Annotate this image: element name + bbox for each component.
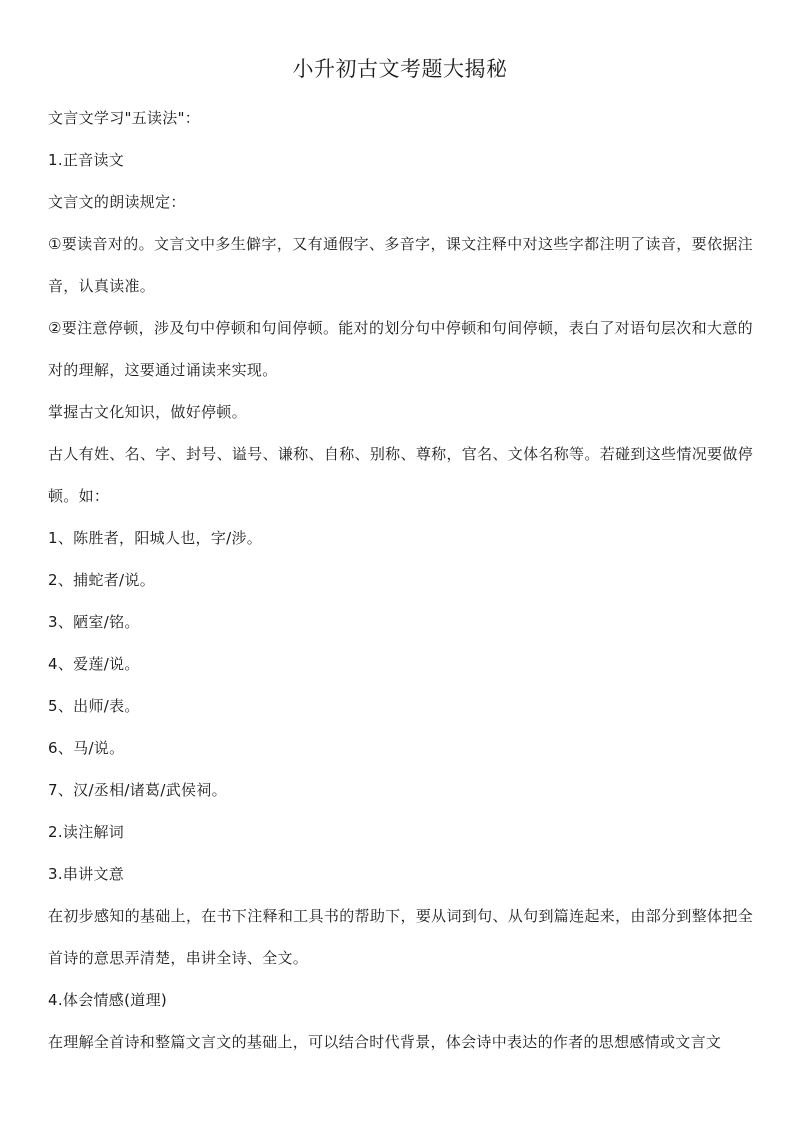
document-body <box>48 97 753 1063</box>
paragraph-reading-rules: 文言文的朗读规定： <box>48 193 186 211</box>
paragraph-culture-knowledge: 掌握古文化知识，做好停顿。 <box>48 403 247 421</box>
example-item: 6、马/说。 <box>48 739 125 757</box>
document-title: 小升初古文考题大揭秘 <box>292 57 508 81</box>
paragraph-explain-meaning: 在初步感知的基础上，在书下注释和工具书的帮助下，要从词到句、从句到篇连起来，由部分到整体把全首诗的意思弄清楚，串讲全诗、全文。 <box>48 907 753 967</box>
paragraph-names-pause: 古人有姓、名、字、封号、谥号、谦称、自称、别称、尊称，官名、文体名称等。若碰到这些情况要做停顿。如： <box>48 445 753 505</box>
heading-step-3: 3.串讲文意 <box>48 865 125 883</box>
heading-step-2: 2.读注解词 <box>48 823 125 841</box>
example-item: 7、汉/丞相/诸葛/武侯祠。 <box>48 781 227 799</box>
example-item: 2、捕蛇者/说。 <box>48 571 155 589</box>
heading-step-1: 1.正音读文 <box>48 151 125 169</box>
heading-step-4: 4.体会情感(道理) <box>48 991 168 1009</box>
paragraph-intro: 文言文学习"五读法"： <box>48 109 201 127</box>
paragraph-rule-1: ①要读音对的。文言文中多生僻字，又有通假字、多音字，课文注释中对这些字都注明了读音，要依据注音，认真读准。 <box>48 235 753 295</box>
example-item: 4、爱莲/说。 <box>48 655 140 673</box>
paragraph-rule-2: ②要注意停顿，涉及句中停顿和句间停顿。能对的划分句中停顿和句间停顿，表白了对语句层次和大意的对的理解，这要通过诵读来实现。 <box>48 319 753 379</box>
paragraph-feel-emotion: 在理解全首诗和整篇文言文的基础上，可以结合时代背景，体会诗中表达的作者的思想感情或文言文 <box>48 1033 722 1051</box>
example-item: 1、陈胜者，阳城人也，字/涉。 <box>48 529 263 547</box>
example-item: 5、出师/表。 <box>48 697 140 715</box>
example-item: 3、陋室/铭。 <box>48 613 140 631</box>
